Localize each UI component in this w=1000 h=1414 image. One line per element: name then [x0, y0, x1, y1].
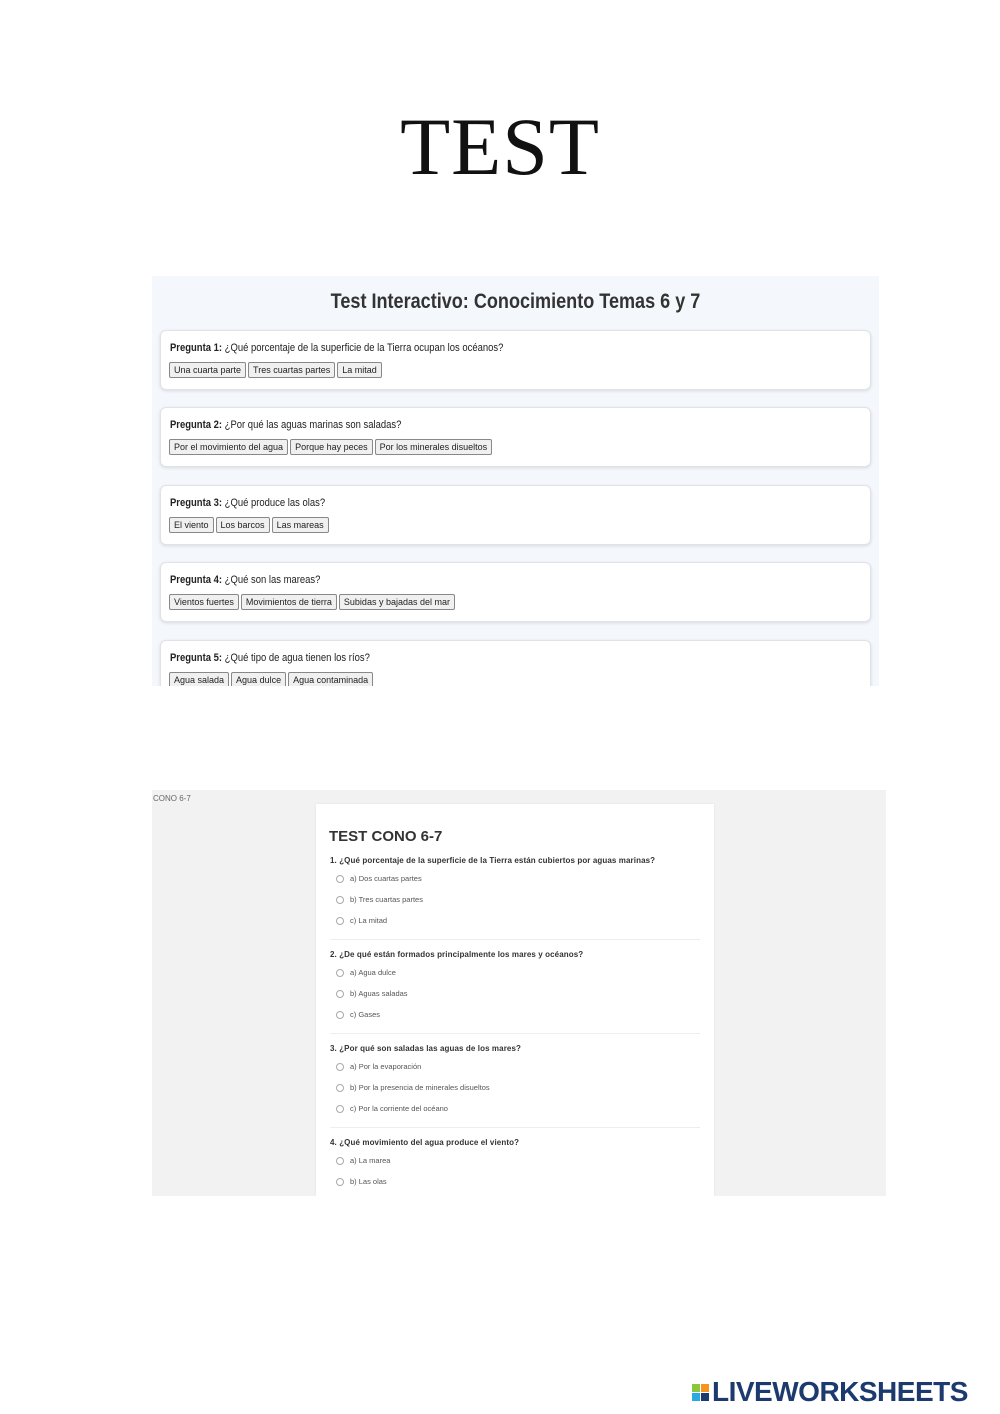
quiz-form: [316, 804, 714, 1196]
answer-button[interactable]: Los barcos: [216, 517, 270, 533]
radio-option[interactable]: c) Por la corriente del océano: [336, 1104, 448, 1113]
question-text: Pregunta 3: ¿Qué produce las olas?: [170, 497, 326, 509]
answer-button[interactable]: Las mareas: [272, 517, 329, 533]
radio-option[interactable]: b) Las olas: [336, 1177, 387, 1186]
document-label: CONO 6-7: [153, 794, 191, 803]
form-question-2: 2. ¿De qué están formados principalmente los mares y océanos?: [330, 950, 584, 959]
answer-button[interactable]: Agua salada: [169, 672, 229, 686]
radio-icon[interactable]: [336, 1011, 344, 1019]
radio-option[interactable]: a) La marea: [336, 1156, 390, 1165]
radio-option[interactable]: a) Dos cuartas partes: [336, 874, 422, 883]
liveworksheets-logo: [692, 1376, 968, 1408]
answer-button[interactable]: La mitad: [337, 362, 382, 378]
form-question-4: 4. ¿Qué movimiento del agua produce el viento?: [330, 1138, 520, 1147]
radio-option[interactable]: a) Agua dulce: [336, 968, 396, 977]
interactive-test-heading: Test Interactivo: Conocimiento Temas 6 y 7: [330, 290, 701, 313]
divider: [330, 1127, 700, 1128]
answer-button[interactable]: Por el movimiento del agua: [169, 439, 288, 455]
divider: [330, 939, 700, 940]
radio-icon[interactable]: [336, 917, 344, 925]
radio-icon[interactable]: [336, 896, 344, 904]
divider: [330, 1033, 700, 1034]
logo-text: LIVEWORKSHEETS: [712, 1376, 968, 1407]
radio-option[interactable]: b) Por la presencia de minerales disueltos: [336, 1083, 490, 1092]
question-card-4: [160, 562, 871, 622]
radio-icon[interactable]: [336, 1105, 344, 1113]
form-heading: TEST CONO 6-7: [329, 828, 443, 845]
radio-icon[interactable]: [336, 875, 344, 883]
interactive-test-screenshot: [152, 276, 879, 686]
page-title: TEST: [400, 101, 600, 192]
radio-option[interactable]: c) La mitad: [336, 916, 387, 925]
question-card-2: [160, 407, 871, 467]
question-text: Pregunta 1: ¿Qué porcentaje de la superficie de la Tierra ocupan los océanos?: [170, 342, 504, 354]
question-text: Pregunta 4: ¿Qué son las mareas?: [170, 574, 321, 586]
question-card-1: [160, 330, 871, 390]
answer-button[interactable]: Agua contaminada: [288, 672, 373, 686]
answer-button[interactable]: Por los minerales disueltos: [375, 439, 493, 455]
radio-icon[interactable]: [336, 969, 344, 977]
radio-option[interactable]: c) Gases: [336, 1010, 380, 1019]
answer-button[interactable]: Subidas y bajadas del mar: [339, 594, 455, 610]
question-card-5: [160, 640, 871, 686]
radio-icon[interactable]: [336, 1157, 344, 1165]
radio-option[interactable]: a) Por la evaporación: [336, 1062, 421, 1071]
answer-button[interactable]: Agua dulce: [231, 672, 286, 686]
radio-icon[interactable]: [336, 1063, 344, 1071]
answer-button[interactable]: Vientos fuertes: [169, 594, 239, 610]
question-text: Pregunta 5: ¿Qué tipo de agua tienen los ríos?: [170, 652, 370, 664]
radio-option[interactable]: b) Tres cuartas partes: [336, 895, 423, 904]
question-text: Pregunta 2: ¿Por qué las aguas marinas son saladas?: [170, 419, 402, 431]
radio-icon[interactable]: [336, 1178, 344, 1186]
radio-icon[interactable]: [336, 990, 344, 998]
answer-button[interactable]: El viento: [169, 517, 214, 533]
answer-button[interactable]: Tres cuartas partes: [248, 362, 335, 378]
answer-button[interactable]: Porque hay peces: [290, 439, 373, 455]
form-question-1: 1. ¿Qué porcentaje de la superficie de la Tierra están cubiertos por aguas marinas?: [330, 856, 656, 865]
question-card-3: [160, 485, 871, 545]
radio-icon[interactable]: [336, 1084, 344, 1092]
answer-button[interactable]: Movimientos de tierra: [241, 594, 337, 610]
form-question-3: 3. ¿Por qué son saladas las aguas de los mares?: [330, 1044, 521, 1053]
radio-option[interactable]: b) Aguas saladas: [336, 989, 408, 998]
answer-button[interactable]: Una cuarta parte: [169, 362, 246, 378]
form-test-screenshot: [152, 790, 886, 1196]
logo-squares-icon: [692, 1384, 709, 1401]
